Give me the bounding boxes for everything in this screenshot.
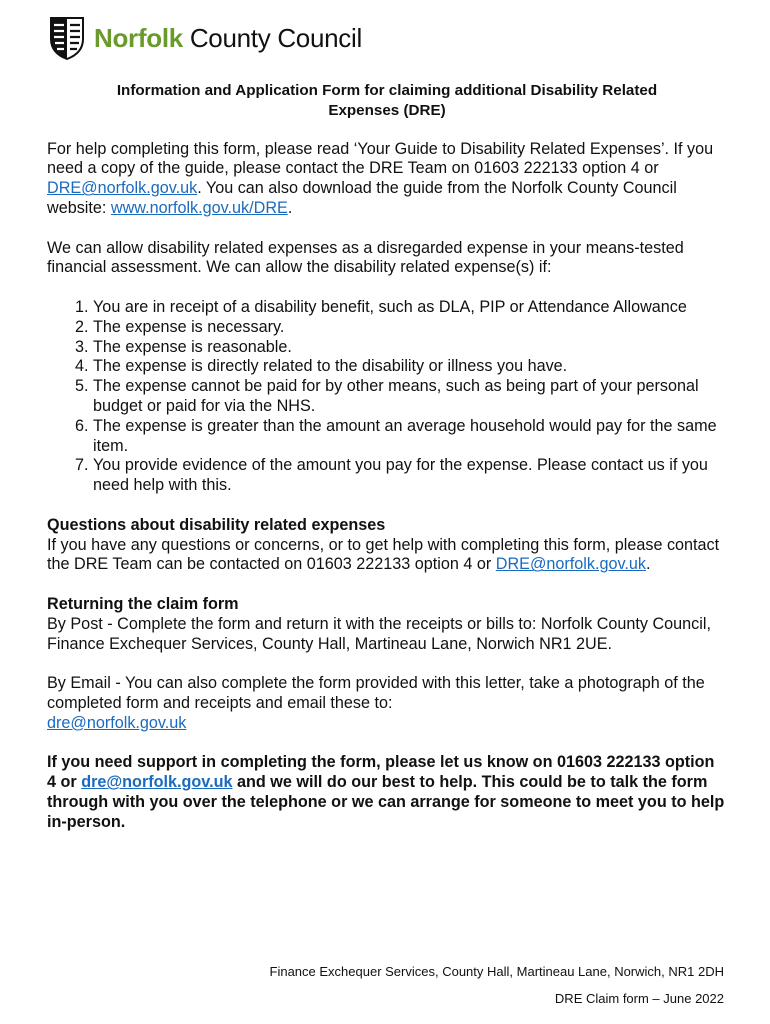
support-paragraph: If you need support in completing the form, please let us know on 01603 222133 option 4 or dre@norfolk.gov.uk and we will do our best to help. This could be to talk the form through with you over the telephone or we can arrange for someone to meet you to help in-person. [47, 753, 725, 831]
list-item: 3. The expense is reasonable. [93, 338, 727, 358]
questions-email-link[interactable]: DRE@norfolk.gov.uk [495, 555, 646, 574]
intro-paragraph: For help completing this form, please read ‘Your Guide to Disability Related Expenses’. If you need a copy of the guide, please contact the DRE Team on 01603 222133 option 4 or DRE@norfolk.gov.uk. You can also download the guide from the Norfolk County Council website: www.norfolk.gov.uk/DRE. [47, 139, 714, 217]
council-logo [48, 14, 362, 62]
allow-paragraph: We can allow disability related expenses as a disregarded expense in your means-tested financial assessment. We can allow the disability related expense(s) if: [47, 238, 684, 277]
footer-form-ref: DRE Claim form – June 2022 [554, 991, 724, 1006]
page-title: Information and Application Form for claiming additional Disability Related Expenses (DRE) [116, 82, 658, 119]
list-item: 6. The expense is greater than the amount an average household would pay for the same item. [93, 417, 727, 457]
document-body [47, 81, 727, 832]
returning-heading: Returning the claim form [47, 594, 239, 613]
conditions-list [47, 298, 727, 496]
list-item: 7. You provide evidence of the amount you pay for the expense. Please contact us if you need help with this. [93, 456, 727, 496]
questions-heading: Questions about disability related expenses [47, 515, 386, 534]
logo-wordmark: Norfolk County Council [94, 22, 362, 53]
crest-icon [48, 15, 86, 61]
footer-address: Finance Exchequer Services, County Hall, Martineau Lane, Norwich, NR1 2DH [269, 964, 724, 979]
list-item: 2. The expense is necessary. [93, 318, 727, 338]
list-item: 5. The expense cannot be paid for by other means, such as being part of your personal budget or paid for via the NHS. [93, 377, 727, 417]
post-paragraph: By Post - Complete the form and return it with the receipts or bills to: Norfolk County Council, Finance Exchequer Services, County Hall, Martineau Lane, Norwich NR1 2UE. [47, 614, 711, 653]
support-email-link[interactable]: dre@norfolk.gov.uk [81, 773, 233, 792]
list-item: 4. The expense is directly related to the disability or illness you have. [93, 357, 727, 377]
email-paragraph: By Email - You can also complete the form provided with this letter, take a photograph of the completed form and receipts and email these to: dre@norfolk.gov.uk [47, 674, 705, 732]
dre-email-link[interactable]: DRE@norfolk.gov.uk [47, 179, 198, 198]
questions-paragraph: If you have any questions or concerns, or to get help with completing this form, please contact the DRE Team can be contacted on 01603 222133 option 4 or DRE@norfolk.gov.uk. [47, 535, 720, 574]
return-email-link[interactable]: dre@norfolk.gov.uk [47, 713, 187, 732]
list-item: 1. You are in receipt of a disability benefit, such as DLA, PIP or Attendance Allowance [93, 298, 727, 318]
dre-website-link[interactable]: www.norfolk.gov.uk/DRE [110, 198, 288, 217]
